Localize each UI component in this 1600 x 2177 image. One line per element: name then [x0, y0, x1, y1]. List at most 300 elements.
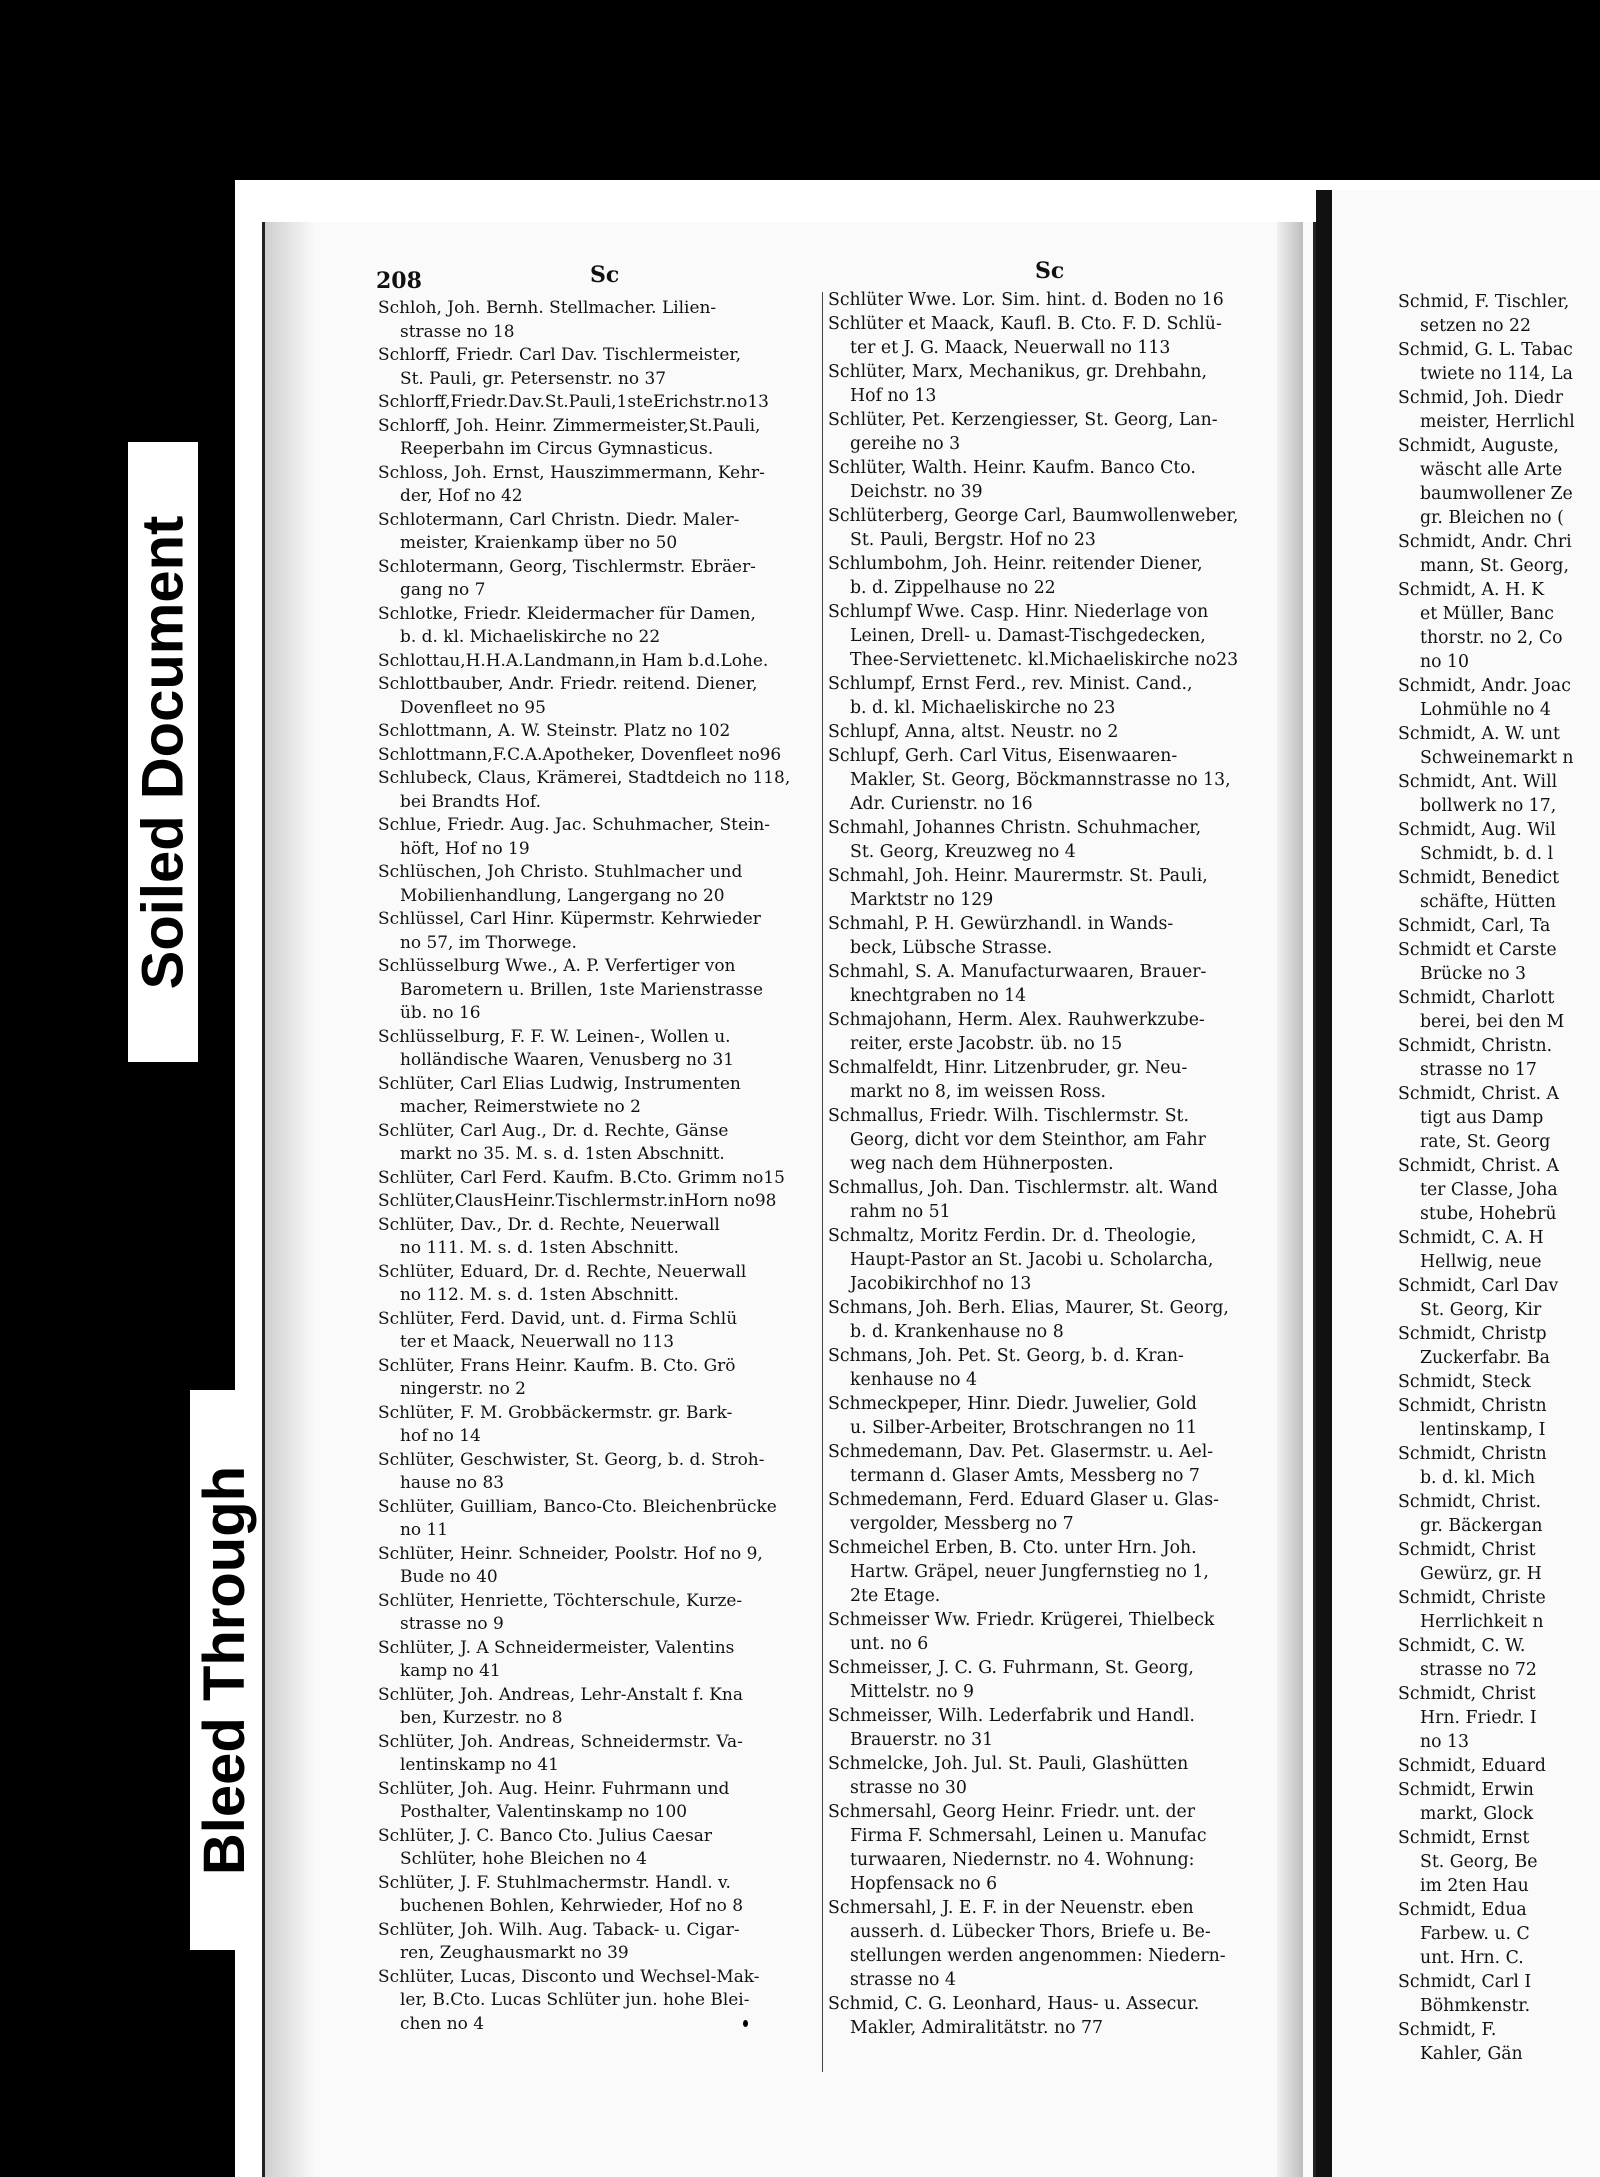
entry-continuation-line: Georg, dicht vor dem Steinthor, am Fahr — [850, 1130, 1206, 1150]
entry-continuation-line: lentinskamp, I — [1420, 1420, 1546, 1440]
entry-continuation-line: no 13 — [1420, 1732, 1470, 1752]
entry-name-line: Schmersahl, Georg Heinr. Friedr. unt. der — [828, 1802, 1196, 1822]
directory-entry — [828, 912, 1288, 960]
entry-continuation-line: b. d. Zippelhause no 22 — [850, 578, 1056, 598]
entry-name-line: Schlorff, Joh. Heinr. Zimmermeister,St.Pauli, — [378, 414, 761, 435]
entry-name-line: Schlüter, Eduard, Dr. d. Rechte, Neuerwall — [378, 1260, 747, 1281]
entry-continuation-line: et Müller, Banc — [1420, 604, 1554, 624]
entry-continuation-line: schäfte, Hütten — [1420, 892, 1556, 912]
bleed-through-stamp — [190, 1390, 260, 1950]
directory-entry — [1398, 1082, 1600, 1154]
directory-entry — [1398, 1442, 1600, 1490]
directory-entry — [828, 1608, 1288, 1656]
directory-entry — [1398, 1154, 1600, 1226]
entry-continuation-line: mann, St. Georg, — [1420, 556, 1569, 576]
entry-continuation-line: Mobilienhandlung, Langergang no 20 — [400, 884, 725, 905]
directory-entry — [1398, 338, 1600, 386]
entry-continuation-line: bei Brandts Hof. — [400, 790, 541, 811]
page-number: 208 — [376, 268, 422, 294]
entry-continuation-line: weg nach dem Hühnerposten. — [850, 1154, 1114, 1174]
entry-continuation-line: höft, Hof no 19 — [400, 837, 530, 858]
entry-name-line: Schlupf, Gerh. Carl Vitus, Eisenwaaren- — [828, 746, 1178, 766]
entry-name-line: Schlüschen, Joh Christo. Stuhlmacher und — [378, 861, 743, 881]
directory-entry — [1398, 1034, 1600, 1082]
entry-name-line: Schmidt, Andr. Chri — [1398, 532, 1572, 552]
directory-column-3 — [1398, 290, 1600, 2066]
entry-continuation-line: markt, Glock — [1420, 1804, 1534, 1824]
directory-entry — [1398, 722, 1600, 770]
directory-entry — [378, 1307, 820, 1354]
directory-entry — [378, 649, 820, 673]
entry-continuation-line: turwaaren, Niedernstr. no 4. Wohnung: — [850, 1850, 1195, 1870]
book-gutter — [1316, 190, 1332, 2177]
directory-entry — [378, 766, 820, 813]
entry-name-line: Schlüter, Dav., Dr. d. Rechte, Neuerwall — [378, 1213, 720, 1234]
directory-entry — [378, 1636, 820, 1683]
directory-entry — [828, 1008, 1288, 1056]
entry-continuation-line: Brücke no 3 — [1420, 964, 1526, 984]
directory-entry — [1398, 1682, 1600, 1754]
entry-continuation-line: baumwollener Ze — [1420, 484, 1573, 504]
entry-name-line: Schmidt, A. H. K — [1398, 580, 1544, 600]
entry-continuation-line: Adr. Curienstr. no 16 — [850, 794, 1033, 814]
entry-continuation-line: ben, Kurzestr. no 8 — [400, 1707, 563, 1727]
directory-entry — [1398, 1898, 1600, 1970]
directory-entry — [1398, 1754, 1600, 1778]
entry-name-line: Schlüter, F. M. Grobbäckermstr. gr. Bark- — [378, 1401, 733, 1422]
entry-name-line: Schmelcke, Joh. Jul. St. Pauli, Glashütten — [828, 1754, 1189, 1774]
entry-name-line: Schlumbohm, Joh. Heinr. reitender Diener, — [828, 554, 1203, 574]
directory-entry — [828, 672, 1288, 720]
entry-continuation-line: buchenen Bohlen, Kehrwieder, Hof no 8 — [400, 1895, 743, 1915]
entry-name-line: Schloh, Joh. Bernh. Stellmacher. Lilien- — [378, 297, 717, 317]
entry-name-line: Schlüter, Carl Aug., Dr. d. Rechte, Gänse — [378, 1119, 729, 1140]
directory-entry — [828, 1752, 1288, 1800]
entry-continuation-line: Böhmkenstr. — [1420, 1996, 1531, 2016]
entry-continuation-line: vergolder, Messberg no 7 — [850, 1514, 1074, 1534]
directory-entry — [1398, 1394, 1600, 1442]
entry-continuation-line: Kahler, Gän — [1420, 2044, 1523, 2064]
entry-name-line: Schlüssel, Carl Hinr. Küpermstr. Kehrwieder — [378, 908, 761, 928]
entry-continuation-line: kamp no 41 — [400, 1660, 501, 1680]
entry-name-line: Schlüter, Geschwister, St. Georg, b. d. Stroh- — [378, 1448, 765, 1469]
directory-entry — [378, 390, 820, 414]
directory-entry — [828, 360, 1288, 408]
entry-continuation-line: b. d. kl. Michaeliskirche no 22 — [400, 626, 661, 646]
entry-continuation-line: strasse no 72 — [1420, 1660, 1537, 1680]
entry-name-line: Schmidt, Edua — [1398, 1900, 1527, 1920]
entry-continuation-line: strasse no 18 — [400, 320, 515, 341]
entry-name-line: Schlüter, Joh. Aug. Heinr. Fuhrmann und — [378, 1777, 730, 1798]
directory-entry — [828, 1176, 1288, 1224]
directory-entry — [1398, 1490, 1600, 1538]
directory-entry — [1398, 434, 1600, 530]
entry-continuation-line: tigt aus Damp — [1420, 1108, 1544, 1128]
entry-name-line: Schlüter, Walth. Heinr. Kaufm. Banco Cto. — [828, 458, 1196, 478]
entry-name-line: Schlottau,H.H.A.Landmann,in Ham b.d.Lohe. — [378, 649, 769, 670]
entry-name-line: Schlupf, Anna, altst. Neustr. no 2 — [828, 722, 1119, 742]
entry-continuation-line: ren, Zeughausmarkt no 39 — [400, 1942, 629, 1962]
directory-entry — [1398, 1634, 1600, 1682]
entry-continuation-line: no 11 — [400, 1519, 449, 1539]
directory-entry — [378, 1260, 820, 1307]
scan-background-top — [0, 0, 1600, 180]
directory-entry — [1398, 674, 1600, 722]
directory-entry — [1398, 1778, 1600, 1826]
directory-entry — [828, 456, 1288, 504]
entry-name-line: Schmidt, Carl, Ta — [1398, 916, 1551, 936]
directory-entry — [378, 1589, 820, 1636]
entry-name-line: Schmidt et Carste — [1398, 940, 1557, 960]
directory-entry — [1398, 386, 1600, 434]
entry-continuation-line: no 57, im Thorwege. — [400, 931, 577, 952]
entry-name-line: Schmidt, Eduard — [1398, 1756, 1546, 1776]
entry-name-line: Schmid, G. L. Tabac — [1398, 340, 1573, 360]
entry-name-line: Schmidt, Steck — [1398, 1372, 1531, 1392]
entry-continuation-line: ler, B.Cto. Lucas Schlüter jun. hohe Blei- — [400, 1989, 750, 2009]
directory-entry — [828, 1296, 1288, 1344]
entry-continuation-line: Schweinemarkt n — [1420, 748, 1574, 768]
entry-name-line: Schmidt, Aug. Wil — [1398, 820, 1556, 840]
directory-entry — [828, 408, 1288, 456]
directory-entry — [828, 864, 1288, 912]
entry-name-line: Schlüter, Pet. Kerzengiesser, St. Georg, Lan- — [828, 410, 1218, 430]
entry-continuation-line: ter Classe, Joha — [1420, 1180, 1558, 1200]
entry-name-line: Schmidt, Charlott — [1398, 988, 1555, 1008]
entry-continuation-line: wäscht alle Arte — [1420, 460, 1563, 480]
directory-entry — [828, 600, 1288, 672]
entry-name-line: Schlüter, Lucas, Disconto und Wechsel-Mak- — [378, 1965, 760, 1986]
entry-continuation-line: Lohmühle no 4 — [1420, 700, 1551, 720]
entry-name-line: Schmidt, Christp — [1398, 1324, 1547, 1344]
directory-entry — [1398, 1970, 1600, 2018]
directory-entry — [1398, 2018, 1600, 2066]
entry-name-line: Schmidt, Christ — [1398, 1540, 1536, 1560]
entry-continuation-line: gr. Bleichen no ( — [1420, 508, 1564, 528]
directory-entry — [378, 1683, 820, 1730]
directory-entry — [828, 1536, 1288, 1608]
entry-name-line: Schmidt, C. A. H — [1398, 1228, 1544, 1248]
entry-name-line: Schmidt, Christ. A — [1398, 1156, 1559, 1176]
entry-name-line: Schlüter, J. C. Banco Cto. Julius Caesar — [378, 1824, 712, 1845]
directory-entry — [378, 555, 820, 602]
directory-entry — [378, 1730, 820, 1777]
directory-entry — [1398, 1322, 1600, 1370]
entry-continuation-line: b. d. kl. Michaeliskirche no 23 — [850, 698, 1116, 718]
entry-continuation-line: markt no 35. M. s. d. 1sten Abschnitt. — [400, 1143, 725, 1163]
ink-mark — [743, 2020, 748, 2027]
directory-entry — [378, 1495, 820, 1542]
entry-name-line: Schlottmann, A. W. Steinstr. Platz no 102 — [378, 720, 731, 740]
entry-name-line: Schlüter et Maack, Kaufl. B. Cto. F. D. Schlü- — [828, 314, 1222, 334]
entry-continuation-line: Hof no 13 — [850, 386, 937, 406]
directory-entry — [378, 461, 820, 508]
directory-entry — [828, 312, 1288, 360]
entry-name-line: Schlüsselburg Wwe., A. P. Verfertiger von — [378, 955, 736, 975]
directory-entry — [378, 1824, 820, 1871]
entry-name-line: Schlumpf, Ernst Ferd., rev. Minist. Cand., — [828, 674, 1193, 694]
directory-entry — [378, 1119, 820, 1166]
directory-entry — [828, 1896, 1288, 1992]
entry-name-line: Schmidt, C. W. — [1398, 1636, 1526, 1656]
entry-name-line: Schmallus, Friedr. Wilh. Tischlermstr. St. — [828, 1106, 1189, 1126]
entry-continuation-line: Herrlichkeit n — [1420, 1612, 1544, 1632]
entry-continuation-line: Bude no 40 — [400, 1566, 498, 1586]
entry-continuation-line: Gewürz, gr. H — [1420, 1564, 1542, 1584]
entry-continuation-line: holländische Waaren, Venusberg no 31 — [400, 1049, 735, 1069]
entry-name-line: Schlotke, Friedr. Kleidermacher für Damen, — [378, 602, 756, 623]
entry-continuation-line: Deichstr. no 39 — [850, 482, 983, 502]
directory-entry — [378, 1871, 820, 1918]
entry-continuation-line: Farbew. u. C — [1420, 1924, 1530, 1944]
directory-entry — [378, 1965, 820, 2036]
entry-name-line: Schmeisser, J. C. G. Fuhrmann, St. Georg, — [828, 1658, 1194, 1678]
entry-continuation-line: strasse no 4 — [850, 1970, 956, 1990]
entry-continuation-line: Firma F. Schmersahl, Leinen u. Manufac — [850, 1826, 1207, 1846]
entry-name-line: Schmidt, Benedict — [1398, 868, 1560, 888]
entry-continuation-line: St. Georg, Be — [1420, 1852, 1538, 1872]
entry-name-line: Schlüter, Joh. Wilh. Aug. Taback- u. Cigar- — [378, 1918, 740, 1939]
directory-entry — [378, 907, 820, 954]
directory-entry — [378, 954, 820, 1025]
entry-name-line: Schmidt, Christn — [1398, 1396, 1547, 1416]
entry-name-line: Schlüter, Joh. Andreas, Lehr-Anstalt f. Kna — [378, 1683, 743, 1704]
entry-name-line: Schlotermann, Georg, Tischlermstr. Ebräer- — [378, 555, 756, 576]
directory-entry — [1398, 1538, 1600, 1586]
directory-entry — [828, 1656, 1288, 1704]
directory-entry — [1398, 1586, 1600, 1634]
entry-continuation-line: gr. Bäckergan — [1420, 1516, 1543, 1536]
entry-continuation-line: St. Georg, Kreuzweg no 4 — [850, 842, 1076, 862]
entry-continuation-line: no 111. M. s. d. 1sten Abschnitt. — [400, 1237, 679, 1257]
entry-name-line: Schlumpf Wwe. Casp. Hinr. Niederlage von — [828, 602, 1209, 622]
entry-name-line: Schlüsselburg, F. F. W. Leinen-, Wollen u. — [378, 1025, 731, 1046]
entry-continuation-line: beck, Lübsche Strasse. — [850, 938, 1053, 958]
entry-name-line: Schmans, Joh. Berh. Elias, Maurer, St. Georg, — [828, 1298, 1229, 1318]
entry-continuation-line: meister, Kraienkamp über no 50 — [400, 532, 678, 552]
entry-continuation-line: Dovenfleet no 95 — [400, 696, 546, 717]
directory-entry — [378, 296, 820, 343]
directory-entry — [378, 743, 820, 767]
entry-continuation-line: markt no 8, im weissen Ross. — [850, 1082, 1107, 1102]
entry-name-line: Schmedemann, Ferd. Eduard Glaser u. Glas- — [828, 1490, 1219, 1510]
entry-name-line: Schmeisser Ww. Friedr. Krügerei, Thielbeck — [828, 1610, 1215, 1630]
entry-continuation-line: Makler, Admiralitätstr. no 77 — [850, 2018, 1104, 2038]
entry-name-line: Schmahl, Joh. Heinr. Maurermstr. St. Pauli, — [828, 866, 1208, 886]
entry-continuation-line: Mittelstr. no 9 — [850, 1682, 975, 1702]
entry-name-line: Schmidt, A. W. unt — [1398, 724, 1560, 744]
entry-continuation-line: ningerstr. no 2 — [400, 1378, 526, 1398]
entry-continuation-line: Hartw. Gräpel, neuer Jungfernstieg no 1, — [850, 1562, 1209, 1582]
directory-entry — [828, 720, 1288, 744]
entry-continuation-line: strasse no 9 — [400, 1613, 504, 1633]
directory-entry — [828, 744, 1288, 816]
directory-entry — [828, 552, 1288, 600]
entry-continuation-line: no 112. M. s. d. 1sten Abschnitt. — [400, 1284, 679, 1304]
bleed-through-label: Bleed Through — [192, 1465, 258, 1875]
entry-name-line: Schmidt, F. — [1398, 2020, 1497, 2040]
directory-entry — [378, 813, 820, 860]
entry-continuation-line: der, Hof no 42 — [400, 485, 523, 505]
directory-entry — [378, 508, 820, 555]
directory-entry — [828, 1344, 1288, 1392]
entry-name-line: Schmidt, Andr. Joac — [1398, 676, 1571, 696]
directory-entry — [828, 1440, 1288, 1488]
entry-name-line: Schmahl, P. H. Gewürzhandl. in Wands- — [828, 914, 1174, 934]
entry-name-line: Schmidt, Erwin — [1398, 1780, 1534, 1800]
entry-continuation-line: Brauerstr. no 31 — [850, 1730, 994, 1750]
entry-name-line: Schmidt, Auguste, — [1398, 436, 1559, 456]
directory-entry — [1398, 818, 1600, 866]
entry-continuation-line: lentinskamp no 41 — [400, 1754, 559, 1774]
entry-continuation-line: im 2ten Hau — [1420, 1876, 1529, 1896]
entry-continuation-line: Schmidt, b. d. l — [1420, 844, 1554, 864]
entry-name-line: Schmidt, Christ. — [1398, 1492, 1542, 1512]
entry-continuation-line: u. Silber-Arbeiter, Brotschrangen no 11 — [850, 1418, 1198, 1438]
entry-continuation-line: berei, bei den M — [1420, 1012, 1565, 1032]
entry-continuation-line: kenhause no 4 — [850, 1370, 978, 1390]
entry-continuation-line: ausserh. d. Lübecker Thors, Briefe u. Be- — [850, 1922, 1211, 1942]
directory-entry — [378, 1777, 820, 1824]
entry-name-line: Schlüter Wwe. Lor. Sim. hint. d. Boden no 16 — [828, 290, 1224, 310]
entry-continuation-line: twiete no 114, La — [1420, 364, 1573, 384]
entry-continuation-line: Jacobikirchhof no 13 — [850, 1274, 1032, 1294]
entry-continuation-line: Barometern u. Brillen, 1ste Marienstrasse — [400, 978, 763, 999]
entry-continuation-line: Makler, St. Georg, Böckmannstrasse no 13, — [850, 770, 1231, 790]
directory-entry — [378, 1025, 820, 1072]
entry-continuation-line: gereihe no 3 — [850, 434, 961, 454]
entry-name-line: Schmahl, Johannes Christn. Schuhmacher, — [828, 818, 1202, 838]
directory-entry — [1398, 914, 1600, 938]
directory-entry — [828, 816, 1288, 864]
directory-entry — [378, 1213, 820, 1260]
directory-column-2 — [828, 288, 1288, 2040]
directory-entry — [378, 860, 820, 907]
entry-name-line: Schmalfeldt, Hinr. Litzenbruder, gr. Neu- — [828, 1058, 1188, 1078]
entry-name-line: Schlüter, Heinr. Schneider, Poolstr. Hof no 9, — [378, 1542, 763, 1563]
directory-entry — [378, 1448, 820, 1495]
entry-continuation-line: knechtgraben no 14 — [850, 986, 1027, 1006]
directory-entry — [1398, 578, 1600, 674]
entry-name-line: Schlubeck, Claus, Krämerei, Stadtdeich no 118, — [378, 767, 791, 787]
entry-continuation-line: setzen no 22 — [1420, 316, 1532, 336]
entry-continuation-line: chen no 4 — [400, 2012, 484, 2033]
entry-continuation-line: St. Georg, Kir — [1420, 1300, 1542, 1320]
entry-name-line: Schlüter, J. A Schneidermeister, Valentins — [378, 1636, 735, 1657]
entry-continuation-line: termann d. Glaser Amts, Messberg no 7 — [850, 1466, 1200, 1486]
entry-continuation-line: b. d. Krankenhause no 8 — [850, 1322, 1064, 1342]
directory-entry — [378, 343, 820, 390]
entry-continuation-line: Marktstr no 129 — [850, 890, 994, 910]
directory-column-1 — [378, 296, 820, 2035]
entry-name-line: Schlorff,Friedr.Dav.St.Pauli,1steErichstr.no13 — [378, 391, 769, 411]
entry-name-line: Schlue, Friedr. Aug. Jac. Schuhmacher, Stein- — [378, 814, 771, 834]
entry-continuation-line: 2te Etage. — [850, 1586, 941, 1606]
entry-name-line: Schmeckpeper, Hinr. Diedr. Juwelier, Gold — [828, 1394, 1197, 1414]
entry-name-line: Schmidt, Christ — [1398, 1684, 1536, 1704]
entry-name-line: Schmidt, Carl I — [1398, 1972, 1532, 1992]
directory-entry — [1398, 938, 1600, 986]
entry-name-line: Schmans, Joh. Pet. St. Georg, b. d. Kran- — [828, 1346, 1184, 1366]
directory-entry — [378, 602, 820, 649]
entry-continuation-line: unt. Hrn. C. — [1420, 1948, 1524, 1968]
directory-entry — [828, 1992, 1288, 2040]
directory-entry — [1398, 1370, 1600, 1394]
directory-entry — [378, 414, 820, 461]
entry-continuation-line: Zuckerfabr. Ba — [1420, 1348, 1550, 1368]
entry-name-line: Schlüter,ClausHeinr.Tischlermstr.inHorn no98 — [378, 1190, 777, 1210]
directory-entry — [1398, 770, 1600, 818]
entry-continuation-line: rate, St. Georg — [1420, 1132, 1551, 1152]
directory-entry — [378, 1166, 820, 1190]
entry-name-line: Schmidt, Christe — [1398, 1588, 1546, 1608]
entry-name-line: Schlüterberg, George Carl, Baumwollenweber, — [828, 506, 1239, 526]
directory-entry — [1398, 290, 1600, 338]
entry-name-line: Schlorff, Friedr. Carl Dav. Tischlermeister, — [378, 344, 741, 364]
entry-name-line: Schmallus, Joh. Dan. Tischlermstr. alt. Wand — [828, 1178, 1218, 1198]
directory-entry — [378, 1189, 820, 1213]
entry-name-line: Schmeichel Erben, B. Cto. unter Hrn. Joh. — [828, 1538, 1197, 1558]
directory-entry — [828, 1392, 1288, 1440]
entry-name-line: Schmidt, Ant. Will — [1398, 772, 1558, 792]
entry-continuation-line: unt. no 6 — [850, 1634, 929, 1654]
entry-continuation-line: no 10 — [1420, 652, 1470, 672]
entry-continuation-line: Thee-Serviettenetc. kl.Michaeliskirche no23 — [850, 650, 1239, 670]
directory-entry — [828, 504, 1288, 552]
entry-continuation-line: stube, Hohebrü — [1420, 1204, 1557, 1224]
entry-continuation-line: Haupt-Pastor an St. Jacobi u. Scholarcha, — [850, 1250, 1214, 1270]
directory-entry — [378, 719, 820, 743]
entry-name-line: Schmid, Joh. Diedr — [1398, 388, 1563, 408]
entry-name-line: Schlottmann,F.C.A.Apotheker, Dovenfleet no96 — [378, 743, 782, 764]
entry-continuation-line: gang no 7 — [400, 579, 486, 599]
entry-continuation-line: strasse no 30 — [850, 1778, 967, 1798]
directory-entry — [828, 960, 1288, 1008]
entry-name-line: Schlüter, Frans Heinr. Kaufm. B. Cto. Grö — [378, 1354, 736, 1375]
entry-continuation-line: hof no 14 — [400, 1425, 481, 1445]
entry-name-line: Schmidt, Christn — [1398, 1444, 1547, 1464]
directory-entry — [828, 1104, 1288, 1176]
entry-name-line: Schmidt, Carl Dav — [1398, 1276, 1559, 1296]
entry-continuation-line: Reeperbahn im Circus Gymnasticus. — [400, 438, 714, 458]
entry-name-line: Schlüter, Guilliam, Banco-Cto. Bleichenbrücke — [378, 1495, 777, 1516]
entry-name-line: Schlüter, Joh. Andreas, Schneidermstr. Va- — [378, 1730, 743, 1751]
entry-name-line: Schmedemann, Dav. Pet. Glasermstr. u. Ael- — [828, 1442, 1214, 1462]
entry-name-line: Schlüter, Carl Ferd. Kaufm. B.Cto. Grimm no15 — [378, 1166, 785, 1187]
entry-continuation-line: St. Pauli, Bergstr. Hof no 23 — [850, 530, 1096, 550]
soiled-document-stamp — [128, 442, 198, 1062]
directory-entry — [828, 1056, 1288, 1104]
entry-continuation-line: ter et Maack, Neuerwall no 113 — [400, 1331, 675, 1351]
entry-name-line: Schloss, Joh. Ernst, Hauszimmermann, Kehr- — [378, 461, 765, 482]
directory-entry — [1398, 530, 1600, 578]
directory-entry — [1398, 986, 1600, 1034]
entry-name-line: Schlüter, Carl Elias Ludwig, Instrumenten — [378, 1072, 741, 1093]
entry-continuation-line: b. d. kl. Mich — [1420, 1468, 1536, 1488]
entry-continuation-line: Hrn. Friedr. I — [1420, 1708, 1537, 1728]
directory-entry — [828, 1224, 1288, 1296]
soiled-document-label: Soiled Document — [130, 515, 196, 989]
entry-continuation-line: Hopfensack no 6 — [850, 1874, 998, 1894]
entry-name-line: Schlüter, Henriette, Töchterschule, Kurze- — [378, 1589, 743, 1610]
entry-name-line: Schlotermann, Carl Christn. Diedr. Maler- — [378, 508, 740, 529]
entry-name-line: Schmid, F. Tischler, — [1398, 292, 1570, 312]
entry-name-line: Schmidt, Christn. — [1398, 1036, 1553, 1056]
directory-entry — [1398, 1826, 1600, 1898]
directory-entry — [378, 1918, 820, 1965]
entry-name-line: Schmidt, Christ. A — [1398, 1084, 1559, 1104]
entry-continuation-line: St. Pauli, gr. Petersenstr. no 37 — [400, 367, 667, 388]
